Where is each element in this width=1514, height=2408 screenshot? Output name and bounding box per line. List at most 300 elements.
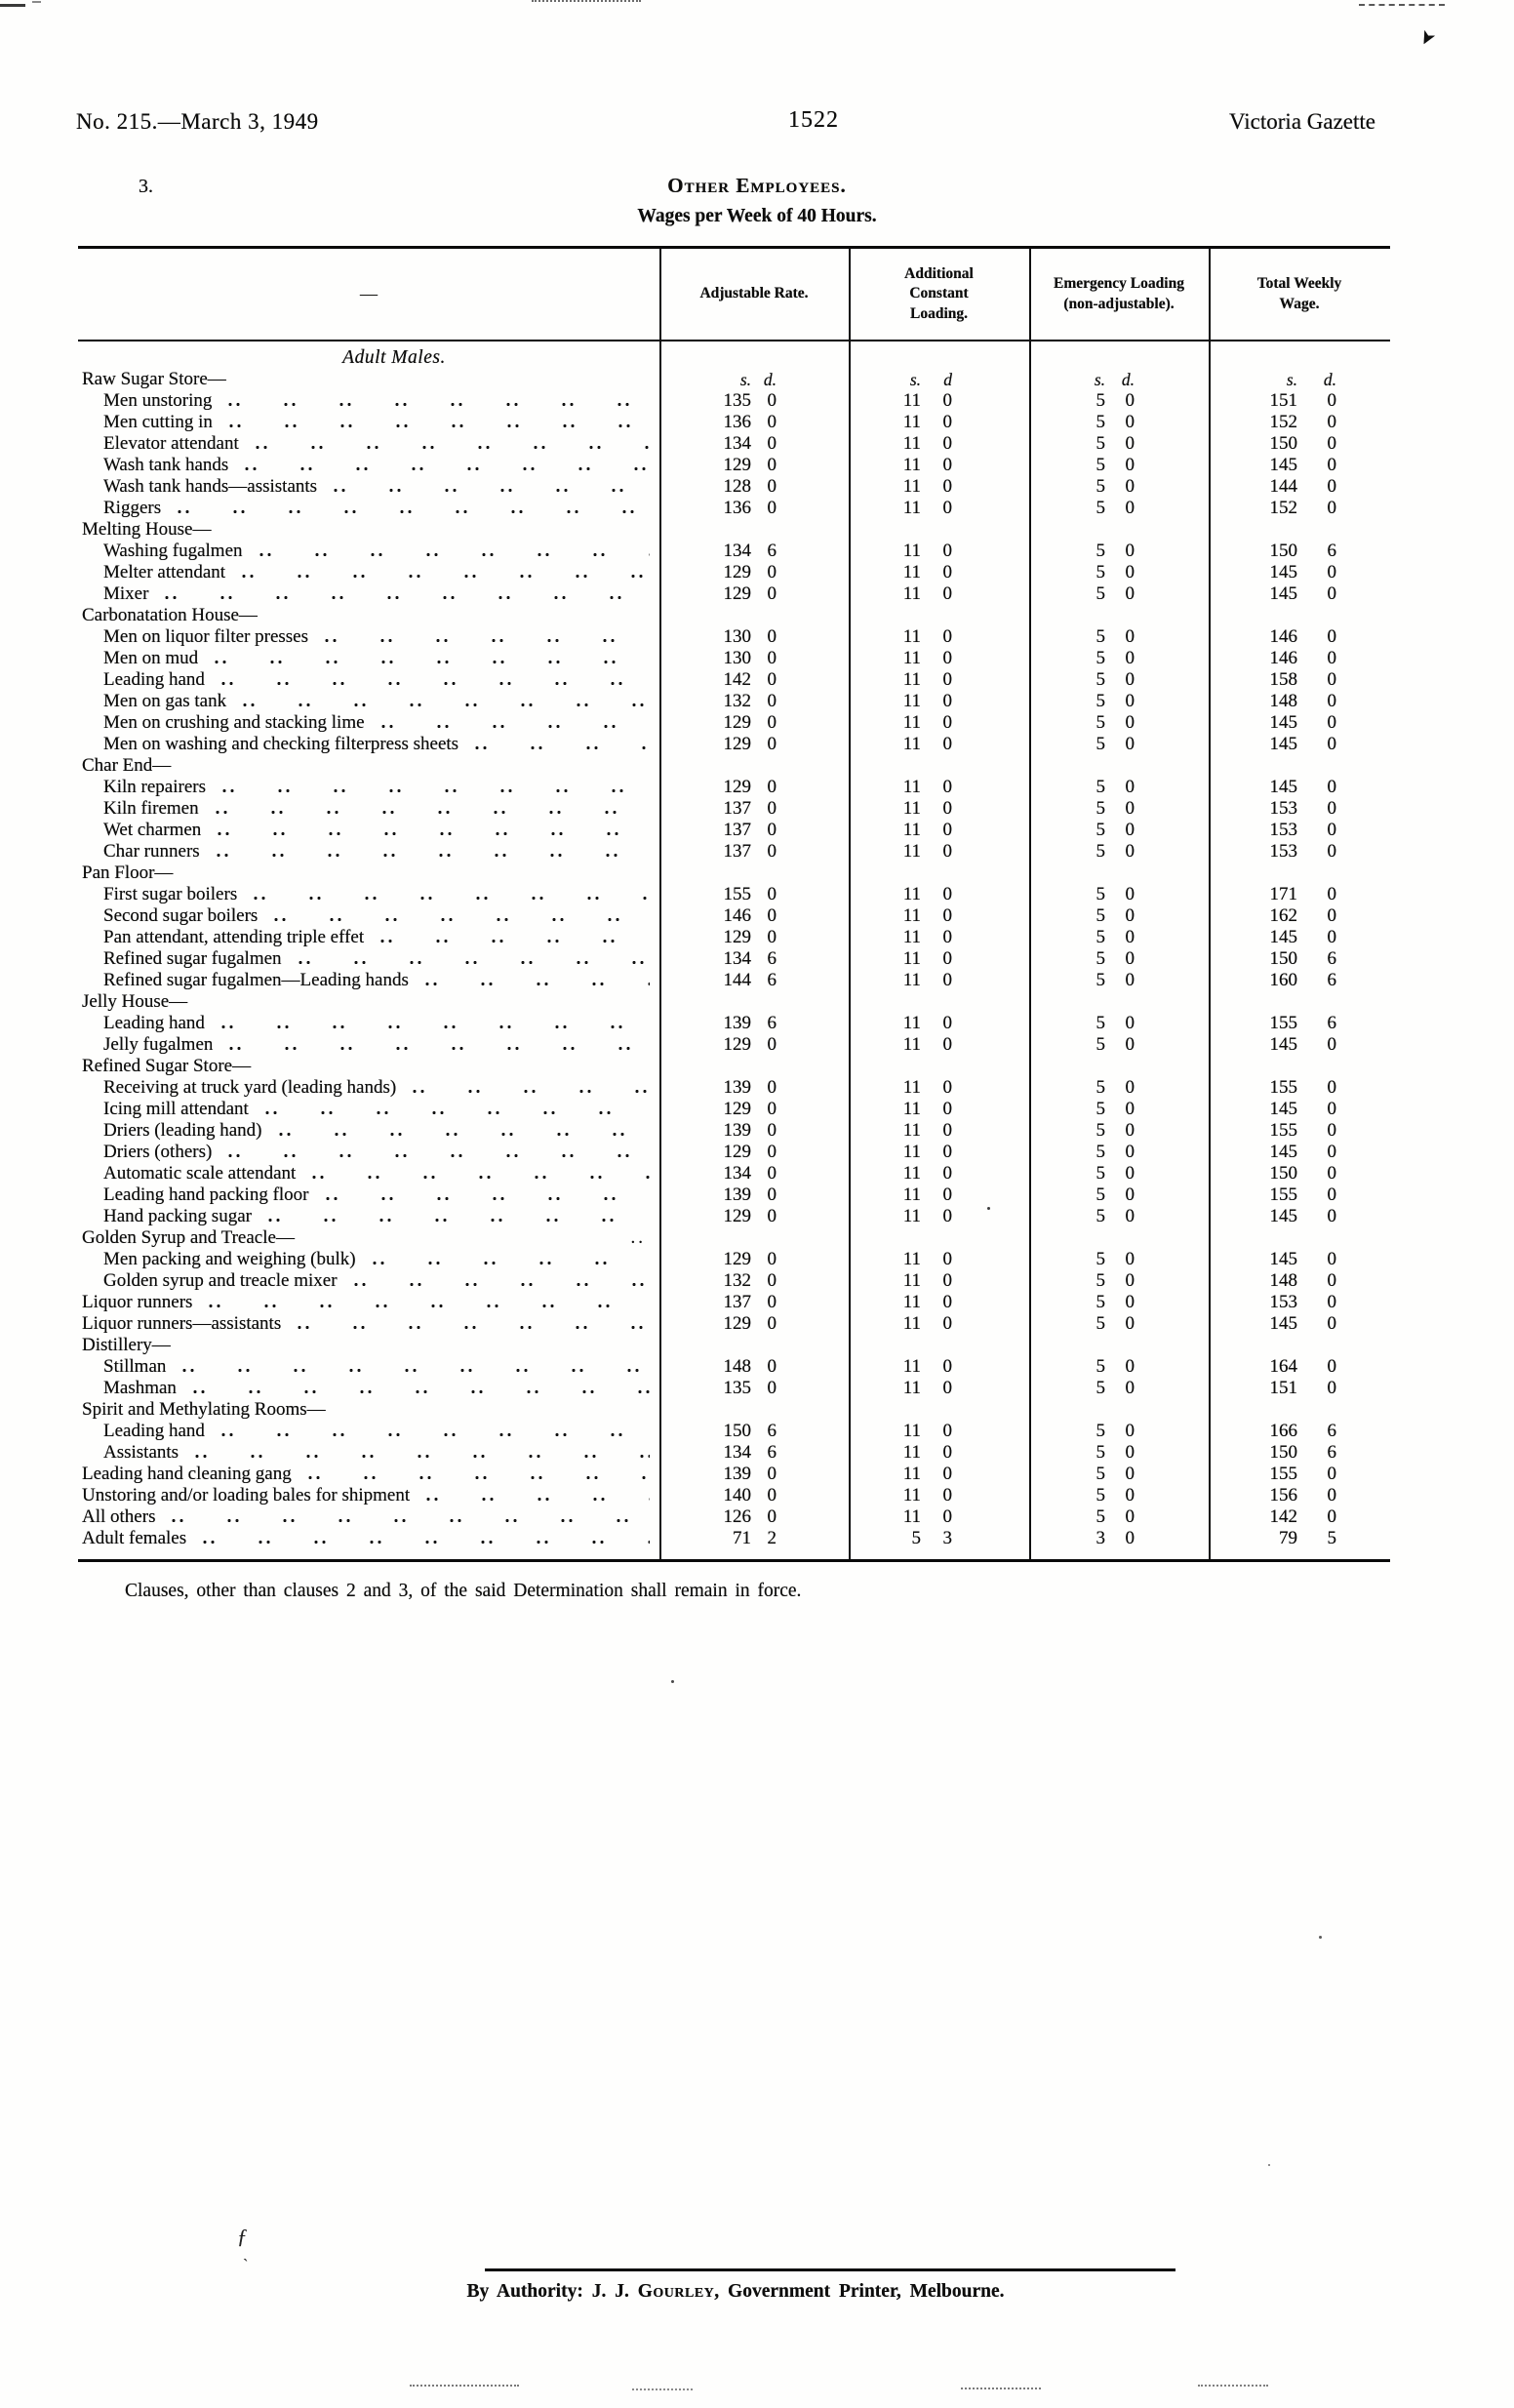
pence-value: 0: [942, 1464, 952, 1484]
shillings-value: 153: [1269, 841, 1297, 862]
shillings-value: 11: [902, 948, 921, 969]
adjustable-rate-cell: [659, 1442, 849, 1464]
adjustable-rate-cell: [659, 1184, 849, 1206]
group-title: Adult Males.: [342, 347, 446, 368]
pence-unit-label: d: [943, 370, 952, 389]
shillings-value: 71: [733, 1528, 751, 1548]
adjustable-rate-cell: [659, 626, 849, 648]
emergency-loading-cell: [1029, 1378, 1209, 1399]
row-label-cell: [78, 1056, 659, 1077]
pence-value: 0: [767, 433, 777, 454]
row-label: Men on crushing and stacking lime: [103, 712, 365, 733]
pence-value: 0: [942, 455, 952, 475]
additional-loading-cell: [849, 1378, 1029, 1399]
shillings-value: 128: [723, 476, 751, 497]
section-title: Raw Sugar Store—: [82, 369, 226, 389]
pence-value: 0: [767, 1142, 777, 1162]
shillings-value: 5: [1096, 476, 1105, 497]
shillings-value: 155: [1269, 1077, 1297, 1098]
table-row: [78, 669, 1390, 691]
shillings-value: 129: [723, 1313, 751, 1334]
shillings-value: 5: [1096, 841, 1105, 862]
emergency-loading-cell: [1029, 905, 1209, 927]
shillings-value: 145: [1269, 1313, 1297, 1334]
pence-value: 0: [767, 777, 777, 797]
row-label-cell: [78, 1356, 659, 1378]
pence-value: 0: [942, 777, 952, 797]
shillings-value: 11: [902, 648, 921, 668]
total-wage-cell: [1209, 519, 1390, 541]
shillings-value: 11: [902, 1163, 921, 1184]
total-wage-cell: [1209, 755, 1390, 777]
section-header-row: [78, 605, 1390, 626]
shillings-value: 11: [902, 691, 921, 711]
table-row: [78, 541, 1390, 562]
row-label-cell: [78, 1013, 659, 1034]
pence-value: 0: [942, 541, 952, 561]
pence-value: 0: [1125, 1464, 1135, 1484]
pence-value: 0: [1125, 1292, 1135, 1312]
pence-value: 0: [767, 626, 777, 647]
table-row: [78, 1528, 1390, 1549]
row-label-cell: [78, 1528, 659, 1549]
shillings-value: 132: [723, 691, 751, 711]
pence-value: 0: [942, 1506, 952, 1527]
scan-artifact: [961, 2388, 1041, 2389]
column-header-description: —: [360, 283, 378, 303]
dot-leader: ..: [630, 1227, 646, 1248]
shillings-value: 137: [723, 798, 751, 819]
scan-artifact: [0, 4, 25, 7]
adjustable-rate-cell: [659, 1077, 849, 1099]
row-label: First sugar boilers: [103, 884, 238, 904]
pence-value: 0: [942, 498, 952, 518]
row-label: Driers (others): [103, 1142, 213, 1162]
shillings-value: 145: [1269, 1206, 1297, 1226]
total-wage-cell: [1209, 1464, 1390, 1485]
total-wage-cell: [1209, 626, 1390, 648]
pence-value: 0: [1125, 626, 1135, 647]
shillings-value: 134: [723, 1163, 751, 1184]
pence-value: 0: [942, 1442, 952, 1463]
total-wage-cell: [1209, 970, 1390, 991]
adjustable-rate-cell: [659, 1464, 849, 1485]
row-label-cell: [78, 970, 659, 991]
additional-loading-cell: [849, 991, 1029, 1013]
additional-loading-cell: [849, 541, 1029, 562]
shillings-value: 129: [723, 583, 751, 604]
table-row: [78, 1270, 1390, 1292]
additional-loading-cell: [849, 777, 1029, 798]
pence-value: 0: [942, 1313, 952, 1334]
dot-leader: [379, 927, 650, 948]
additional-loading-cell: [849, 841, 1029, 863]
section-header-row: [78, 1399, 1390, 1421]
pence-value: 0: [1125, 390, 1135, 411]
row-label-cell: [78, 433, 659, 455]
pence-value: 0: [942, 412, 952, 432]
total-wage-cell: [1209, 1485, 1390, 1506]
issue-and-date: No. 215.—March 3, 1949: [76, 109, 319, 134]
dot-leader: [425, 1485, 650, 1506]
imprint-prefix: By Authority: J. J.: [466, 2281, 638, 2302]
emergency-loading-cell: [1029, 1013, 1209, 1034]
shillings-value: 137: [723, 1292, 751, 1312]
row-label-cell: [78, 905, 659, 927]
pence-value: 0: [1125, 1249, 1135, 1269]
dot-leader: [164, 583, 650, 605]
dot-leader: [474, 734, 650, 755]
shillings-value: 134: [723, 948, 751, 969]
additional-loading-cell: [849, 1442, 1029, 1464]
shillings-value: 11: [902, 455, 921, 475]
section-header-row: [78, 1056, 1390, 1077]
additional-loading-cell: [849, 1227, 1029, 1249]
table-row: [78, 1077, 1390, 1099]
pence-value: 0: [942, 1270, 952, 1291]
shillings-value: 11: [902, 905, 921, 926]
row-label: Char runners: [103, 841, 200, 862]
pence-value: 0: [1327, 412, 1336, 432]
additional-loading-cell: [849, 519, 1029, 541]
emergency-loading-cell: [1029, 1249, 1209, 1270]
adjustable-rate-cell: [659, 605, 849, 626]
total-wage-cell: [1209, 412, 1390, 433]
closing-text: Clauses, other than clauses 2 and 3, of the said Determination shall remain in force.: [125, 1581, 802, 1601]
dot-leader: [215, 798, 650, 820]
additional-loading-cell: [849, 648, 1029, 669]
shillings-value: 153: [1269, 820, 1297, 840]
adjustable-rate-cell: [659, 369, 849, 390]
shillings-value: 11: [902, 734, 921, 754]
row-label: Icing mill attendant: [103, 1099, 249, 1119]
pence-value: 0: [942, 433, 952, 454]
dot-leader: [333, 476, 650, 498]
total-wage-cell: [1209, 1249, 1390, 1270]
emergency-loading-cell: [1029, 1227, 1209, 1249]
pence-value: 0: [1125, 712, 1135, 733]
dot-leader: [208, 1292, 650, 1313]
shillings-value: 156: [1269, 1485, 1297, 1505]
shillings-value: 5: [1096, 777, 1105, 797]
pence-value: 0: [1125, 669, 1135, 690]
shillings-value: 146: [1269, 648, 1297, 668]
shillings-value: 166: [1269, 1421, 1297, 1441]
shillings-unit-label: s.: [739, 370, 751, 389]
shillings-value: 5: [1096, 1077, 1105, 1098]
row-label-cell: [78, 863, 659, 884]
pence-value: 0: [1327, 820, 1336, 840]
row-label: Golden syrup and treacle mixer: [103, 1270, 338, 1291]
shillings-value: 126: [723, 1506, 751, 1527]
shillings-value: 139: [723, 1464, 751, 1484]
total-wage-cell: [1209, 820, 1390, 841]
total-wage-cell: [1209, 541, 1390, 562]
pence-value: 0: [1327, 1120, 1336, 1141]
shillings-value: 5: [1096, 1206, 1105, 1226]
shillings-value: 129: [723, 777, 751, 797]
shillings-value: 142: [1269, 1506, 1297, 1527]
additional-loading-cell: [849, 798, 1029, 820]
shillings-value: 134: [723, 433, 751, 454]
adjustable-rate-cell: [659, 1227, 849, 1249]
row-label: Second sugar boilers: [103, 905, 259, 926]
dot-leader: [311, 1163, 650, 1184]
total-wage-cell: [1209, 1313, 1390, 1335]
pence-value: 0: [1327, 1378, 1336, 1398]
row-label-cell: [78, 1292, 659, 1313]
shillings-value: 129: [723, 1099, 751, 1119]
shillings-value: 129: [723, 1034, 751, 1055]
pence-unit-label: d.: [763, 370, 777, 389]
table-header-row: [78, 249, 1390, 341]
additional-loading-cell: [849, 476, 1029, 498]
emergency-loading-cell: [1029, 991, 1209, 1013]
shillings-value: 5: [1096, 1270, 1105, 1291]
table-row: [78, 1184, 1390, 1206]
pence-value: 0: [942, 1206, 952, 1226]
row-label-cell: [78, 1270, 659, 1292]
pence-value: 0: [767, 820, 777, 840]
row-label-cell: [78, 476, 659, 498]
row-label-cell: [78, 669, 659, 691]
pence-value: 0: [1125, 691, 1135, 711]
shillings-value: 11: [902, 820, 921, 840]
pence-value: 0: [1327, 1249, 1336, 1269]
pence-value: 0: [942, 1378, 952, 1398]
shillings-value: 11: [902, 798, 921, 819]
section-header-row: [78, 1227, 1390, 1249]
adjustable-rate-cell: [659, 1270, 849, 1292]
pence-value: 0: [767, 1356, 777, 1377]
pence-value: 0: [1125, 1206, 1135, 1226]
shillings-value: 129: [723, 734, 751, 754]
emergency-loading-cell: [1029, 433, 1209, 455]
shillings-value: 5: [1096, 669, 1105, 690]
table-row: [78, 970, 1390, 991]
pence-value: 0: [1327, 498, 1336, 518]
pence-value: 6: [767, 1442, 777, 1463]
pence-value: 0: [767, 1485, 777, 1505]
emergency-loading-cell: [1029, 498, 1209, 519]
pence-value: 0: [1327, 1142, 1336, 1162]
pence-value: 0: [767, 798, 777, 819]
pence-value: 0: [1125, 1013, 1135, 1033]
pence-value: 0: [1327, 1077, 1336, 1098]
total-wage-cell: [1209, 1356, 1390, 1378]
scan-artifact: ➤: [1414, 25, 1441, 51]
adjustable-rate-cell: [659, 970, 849, 991]
dot-leader: [221, 777, 650, 798]
row-label-cell: [78, 1120, 659, 1142]
adjustable-rate-cell: [659, 691, 849, 712]
pence-value: 0: [767, 1270, 777, 1291]
pence-value: 0: [767, 712, 777, 733]
additional-loading-cell: [849, 1506, 1029, 1528]
row-label: Driers (leading hand): [103, 1120, 262, 1141]
pence-value: 0: [767, 841, 777, 862]
shillings-value: 11: [902, 1378, 921, 1398]
emergency-loading-cell: [1029, 1142, 1209, 1163]
table-row: [78, 820, 1390, 841]
row-label-cell: [78, 1163, 659, 1184]
adjustable-rate-cell: [659, 884, 849, 905]
total-wage-cell: [1209, 1378, 1390, 1399]
shillings-value: 11: [902, 1034, 921, 1055]
shillings-value: 139: [723, 1077, 751, 1098]
total-wage-cell: [1209, 1227, 1390, 1249]
row-label-cell: [78, 519, 659, 541]
shillings-value: 155: [723, 884, 751, 904]
row-label-cell: [78, 369, 659, 390]
additional-loading-cell: [849, 1120, 1029, 1142]
shillings-value: 11: [902, 1270, 921, 1291]
row-label-cell: [78, 884, 659, 905]
pence-value: 0: [767, 1077, 777, 1098]
pence-value: 6: [1327, 541, 1336, 561]
pence-value: 0: [1125, 455, 1135, 475]
pence-value: 6: [767, 541, 777, 561]
shillings-value: 5: [1096, 626, 1105, 647]
pence-value: 6: [1327, 1421, 1336, 1441]
pence-value: 0: [942, 927, 952, 947]
adjustable-rate-cell: [659, 498, 849, 519]
shillings-value: 137: [723, 841, 751, 862]
emergency-loading-cell: [1029, 734, 1209, 755]
adjustable-rate-cell: [659, 905, 849, 927]
section-title: Melting House—: [82, 519, 212, 540]
additional-loading-cell: [849, 905, 1029, 927]
shillings-value: 135: [723, 390, 751, 411]
total-wage-cell: [1209, 369, 1390, 390]
pence-value: 0: [1327, 433, 1336, 454]
adjustable-rate-cell: [659, 648, 849, 669]
pence-value: 0: [1327, 648, 1336, 668]
additional-loading-cell: [849, 1485, 1029, 1506]
pence-value: 0: [1327, 1485, 1336, 1505]
pence-value: 0: [1327, 712, 1336, 733]
dot-leader: [194, 1442, 650, 1464]
shillings-value: 142: [723, 669, 751, 690]
column-header-total-weekly-wage: Total Weekly Wage.: [1256, 275, 1342, 312]
emergency-loading-cell: [1029, 841, 1209, 863]
row-label: Wash tank hands—assistants: [103, 476, 318, 497]
total-wage-cell: [1209, 562, 1390, 583]
pence-value: 0: [942, 841, 952, 862]
shillings-value: 5: [1096, 1464, 1105, 1484]
adjustable-rate-cell: [659, 755, 849, 777]
shillings-value: 171: [1269, 884, 1297, 904]
row-label-cell: [78, 777, 659, 798]
shillings-value: 5: [911, 1528, 921, 1548]
adjustable-rate-cell: [659, 927, 849, 948]
total-wage-cell: [1209, 841, 1390, 863]
adjustable-rate-cell: [659, 1120, 849, 1142]
row-label: Elevator attendant: [103, 433, 239, 454]
column-header-emergency-loading: Emergency Loading (non-adjustable).: [1054, 275, 1184, 312]
additional-loading-cell: [849, 863, 1029, 884]
adjustable-rate-cell: [659, 433, 849, 455]
shillings-value: 153: [1269, 798, 1297, 819]
shillings-value: 11: [902, 777, 921, 797]
shillings-value: 129: [723, 712, 751, 733]
shillings-value: 5: [1096, 691, 1105, 711]
shillings-value: 11: [902, 541, 921, 561]
row-label: Men on gas tank: [103, 691, 227, 711]
row-label-cell: [78, 1378, 659, 1399]
pence-value: 0: [767, 884, 777, 904]
emergency-loading-cell: [1029, 1506, 1209, 1528]
row-label-cell: [78, 648, 659, 669]
row-label-cell: [78, 1099, 659, 1120]
additional-loading-cell: [849, 369, 1029, 390]
shillings-value: 152: [1269, 498, 1297, 518]
section-header-row: [78, 519, 1390, 541]
pence-value: 0: [1125, 1378, 1135, 1398]
row-label-cell: [78, 1142, 659, 1163]
additional-loading-cell: [849, 712, 1029, 734]
shillings-value: 5: [1096, 734, 1105, 754]
emergency-loading-cell: [1029, 455, 1209, 476]
table-row: [78, 927, 1390, 948]
shillings-value: 158: [1269, 669, 1297, 690]
shillings-value: 11: [902, 712, 921, 733]
pence-value: 6: [1327, 1013, 1336, 1033]
table-row: [78, 1099, 1390, 1120]
row-label-cell: [78, 712, 659, 734]
row-label-cell: [78, 1249, 659, 1270]
adjustable-rate-cell: [659, 1163, 849, 1184]
total-wage-cell: [1209, 777, 1390, 798]
pence-value: 6: [767, 1421, 777, 1441]
shillings-value: 5: [1096, 1013, 1105, 1033]
pence-value: 0: [767, 669, 777, 690]
pence-value: 0: [1125, 1184, 1135, 1205]
emergency-loading-cell: [1029, 863, 1209, 884]
emergency-loading-cell: [1029, 369, 1209, 390]
pence-value: 0: [942, 669, 952, 690]
shillings-value: 137: [723, 820, 751, 840]
row-label: Men on washing and checking filterpress sheets: [103, 734, 459, 754]
table-row: [78, 1163, 1390, 1184]
shillings-value: 5: [1096, 455, 1105, 475]
adjustable-rate-cell: [659, 820, 849, 841]
shillings-value: 11: [902, 669, 921, 690]
pence-value: 0: [942, 798, 952, 819]
row-label-cell: [78, 455, 659, 476]
pence-value: 0: [767, 1206, 777, 1226]
pence-value: 0: [1327, 1206, 1336, 1226]
total-wage-cell: [1209, 712, 1390, 734]
row-label: Refined sugar fugalmen—Leading hands: [103, 970, 409, 990]
shillings-value: 11: [902, 841, 921, 862]
emergency-loading-cell: [1029, 755, 1209, 777]
additional-loading-cell: [849, 1399, 1029, 1421]
shillings-value: 139: [723, 1120, 751, 1141]
shillings-value: 129: [723, 1206, 751, 1226]
additional-loading-cell: [849, 412, 1029, 433]
shillings-value: 5: [1096, 1034, 1105, 1055]
shillings-value: 129: [723, 455, 751, 475]
emergency-loading-cell: [1029, 1206, 1209, 1227]
adjustable-rate-cell: [659, 455, 849, 476]
row-label-cell: [78, 1227, 659, 1249]
shillings-value: 11: [902, 1184, 921, 1205]
adjustable-rate-cell: [659, 1356, 849, 1378]
adjustable-rate-cell: [659, 1034, 849, 1056]
total-wage-cell: [1209, 455, 1390, 476]
pence-value: 0: [767, 1163, 777, 1184]
